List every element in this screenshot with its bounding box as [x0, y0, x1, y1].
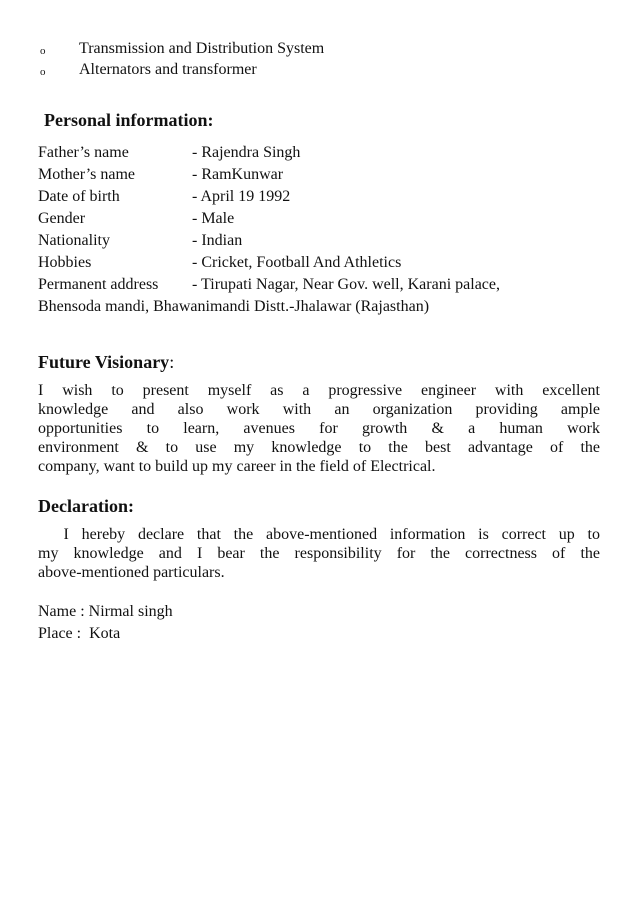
paragraph-line: environment & to use my knowledge to the best advantage of the — [38, 439, 600, 456]
future-paragraph — [38, 381, 600, 476]
info-value: - Male — [192, 210, 235, 227]
info-value: - RamKunwar — [192, 166, 284, 183]
place-line: Place : Kota — [38, 625, 121, 642]
paragraph-line: knowledge and also work with an organization providing ample — [38, 401, 600, 418]
paragraph-line: I wish to present myself as a progressive engineer with excellent — [38, 382, 600, 399]
bullet-text: Alternators and transformer — [79, 61, 257, 78]
future-heading-colon: : — [169, 352, 175, 372]
info-value: - Indian — [192, 232, 243, 249]
info-label: Father’s name — [38, 144, 129, 161]
info-label: Gender — [38, 210, 86, 227]
paragraph-line: above-mentioned particulars. — [38, 564, 225, 581]
info-label: Date of birth — [38, 188, 120, 205]
paragraph-line: my knowledge and I bear the responsibility for the correctness of the — [38, 545, 600, 562]
bullet-mark: o — [40, 45, 46, 57]
future-visionary-heading — [38, 352, 174, 373]
paragraph-line: I hereby declare that the above-mentioned information is correct up to — [38, 526, 600, 543]
info-value: - April 19 1992 — [192, 188, 291, 205]
info-value: - Cricket, Football And Athletics — [192, 254, 402, 271]
info-value: - Rajendra Singh — [192, 144, 301, 161]
declaration-heading: Declaration: — [38, 496, 134, 516]
bullet-text: Transmission and Distribution System — [79, 40, 325, 57]
personal-info-heading: Personal information: — [44, 110, 214, 130]
info-value: - Tirupati Nagar, Near Gov. well, Karani palace, — [192, 276, 500, 293]
paragraph-line: opportunities to learn, avenues for growth & a human work — [38, 420, 600, 437]
info-label: Mother’s name — [38, 166, 136, 183]
info-label: Hobbies — [38, 254, 92, 271]
paragraph-line: company, want to build up my career in the field of Electrical. — [38, 458, 436, 475]
name-line: Name : Nirmal singh — [38, 603, 173, 620]
bullet-mark: o — [40, 66, 46, 78]
address-line-2: Bhensoda mandi, Bhawanimandi Distt.-Jhalawar (Rajasthan) — [38, 298, 430, 315]
info-label: Permanent address — [38, 276, 159, 293]
info-label: Nationality — [38, 232, 110, 249]
declaration-paragraph — [38, 525, 600, 582]
future-heading-text: Future Visionary — [38, 352, 170, 372]
